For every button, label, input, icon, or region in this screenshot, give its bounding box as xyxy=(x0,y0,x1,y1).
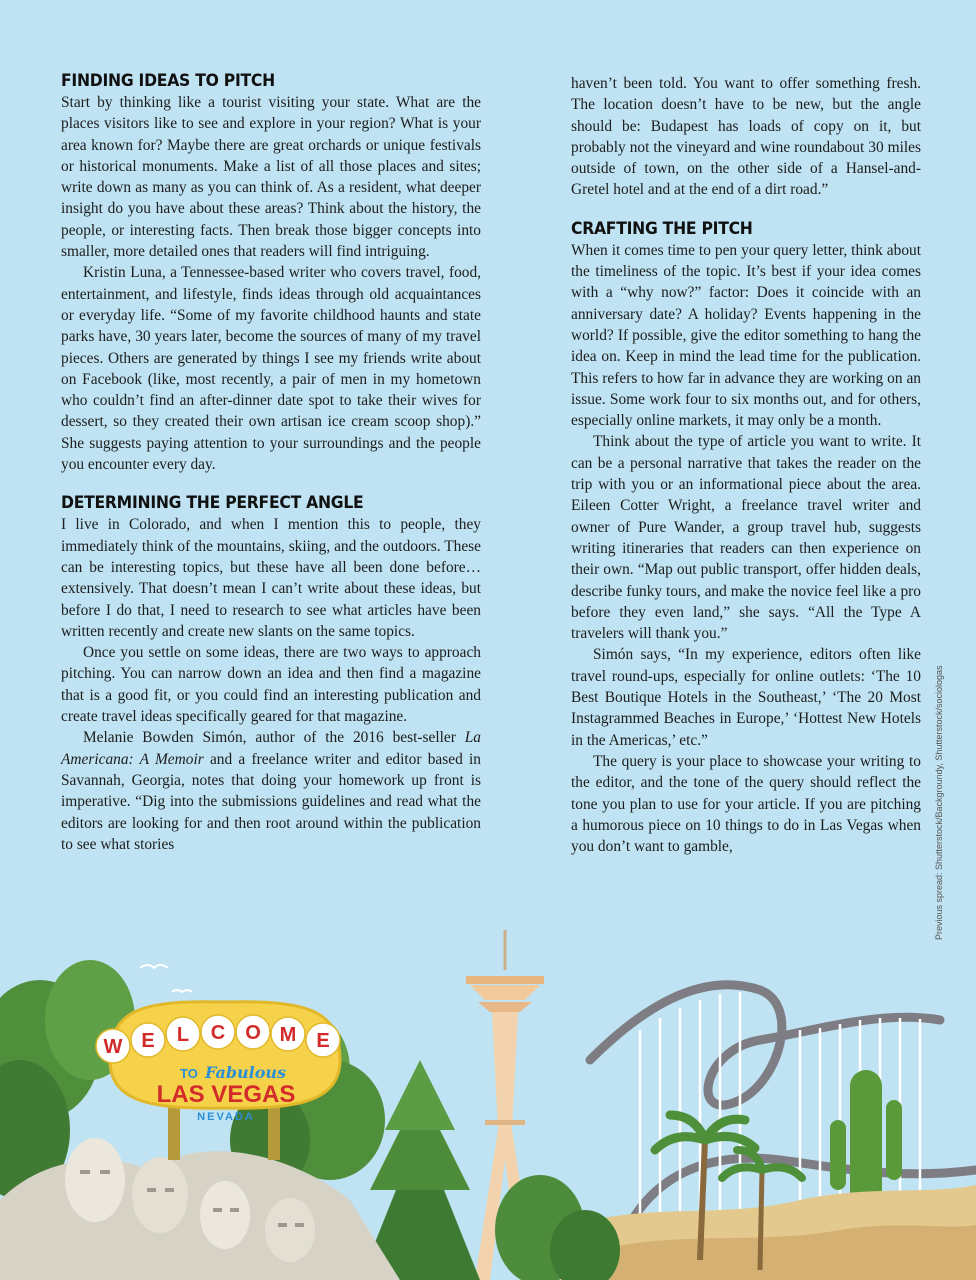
heading-crafting-pitch: CRAFTING THE PITCH xyxy=(571,218,753,239)
text-run: and a freelance writer and editor based in Savannah, Georgia, notes that doing your homework up front is imperative. “Dig into the submissions guidelines and read what the editors are looking for and then root around within the publication to see what stories xyxy=(61,750,481,853)
heading-finding-ideas: FINDING IDEAS TO PITCH xyxy=(61,71,275,91)
book-title: La Americana: A Memoir xyxy=(61,729,481,768)
paragraph: Simón says, “In my experience, editors often like travel round-ups, especially for online outlets: ‘The 10 Best Boutique Hotels in the Southeast,’ ‘The 20 Most Instagrammed Beaches in Europe,’ ‘Hottest New Hotels in the Americas,’ etc.” xyxy=(571,646,921,749)
svg-text:E: E xyxy=(316,1030,330,1052)
svg-text:W: W xyxy=(103,1036,123,1058)
svg-text:L: L xyxy=(176,1024,190,1046)
right-column xyxy=(571,73,921,857)
paragraph: Start by thinking like a tourist visiting your state. What are the places visitors like to see and explore in your region? What is your area known for? Maybe there are great orchards or unique festivals or historical monuments. Make a list of all those places and sites; write down as many as you can think of. As a resident, what deeper insight do you have about these areas? Think about the history, the people, or interesting facts. Then break those bigger concepts into smaller, more detailed ones that readers will find intriguing. xyxy=(61,94,481,261)
sign-state: NEVADA xyxy=(197,1111,255,1123)
sign-city: LAS VEGAS xyxy=(156,1081,296,1108)
travel-landmarks-illustration xyxy=(0,930,976,1280)
paragraph: Kristin Luna, a Tennessee-based writer who covers travel, food, entertainment, and lifestyle, finds ideas through old acquaintances or everyday life. “Some of my favorite childhood haunts and state parks have, 30 years later, become the sources of many of my travel pieces. Others are generated by things I see my friends write about on Facebook (like, most recently, a pair of men in my hometown who couldn’t find an after-dinner date spot to take their wives for dessert, so they created their own artisan ice cream scoop shop).” She suggests paying attention to your surroundings and the people you encounter every day. xyxy=(61,264,481,474)
sign-fabulous: Fabulous xyxy=(205,1063,287,1082)
left-column xyxy=(61,70,481,855)
paragraph: Think about the type of article you want to write. It can be a personal narrative that takes the reader on the trip with you or an informational piece about the area. Eileen Cotter Wright, a freelance travel writer and owner of Pure Wander, a group travel hub, suggests writing itineraries that readers can then experience on their own. “Map out public transport, offer hidden deals, describe funky tours, and make the novice feel like a pro before they even land,” she says. “All the Type A travelers will thank you.” xyxy=(571,433,921,643)
photo-credit: Previous spread: Shutterstock/Backgroundy, Shutterstock/sociologas xyxy=(934,665,944,940)
svg-text:O: O xyxy=(245,1022,261,1044)
bird-icon xyxy=(140,965,168,968)
paragraph: I live in Colorado, and when I mention this to people, they immediately think of the mountains, skiing, and the outdoors. These can be interesting topics, but these have all been done before…extensively. That doesn’t mean I can’t write about these ideas, but before I do that, I need to research to see what articles have been written recently and create new slants on the same topics. xyxy=(61,516,481,640)
heading-perfect-angle: DETERMINING THE PERFECT ANGLE xyxy=(61,493,364,514)
text-run: Melanie Bowden Simón, author of the 2016 best-seller xyxy=(83,729,465,747)
paragraph: haven’t been told. You want to offer something fresh. The location doesn’t have to be new, but the angle should be: Budapest has loads of copy on it, but probably not the vineyard and wine roundabout 30 miles outside of town, on the other side of a Hansel-and-Gretel hotel and at the end of a dirt road.” xyxy=(571,75,921,199)
paragraph: When it comes time to pen your query letter, think about the timeliness of the topic. It’s best if your idea comes with a “why now?” factor: Does it coincide with an anniversary date? A holiday? Events happening in the world? If possible, give the editor something to hang the idea on. Keep in mind the lead time for the publication. This refers to how far in advance they are working on an issue. Some work four to six months out, and for others, especially online markets, it may only be a month. xyxy=(571,241,921,430)
paragraph xyxy=(61,727,481,855)
svg-text:C: C xyxy=(210,1022,226,1044)
svg-text:M: M xyxy=(279,1024,297,1046)
paragraph: The query is your place to showcase your writing to the editor, and the tone of the query should reflect the tone you plan to use for your article. If you are pitching a humorous piece on 10 things to do in Las Vegas when you don’t want to gamble, xyxy=(571,752,921,856)
sign-to: TO xyxy=(180,1066,198,1081)
paragraph: Once you settle on some ideas, there are two ways to approach pitching. You can narrow down an idea and then find a magazine that is a good fit, or you could find an interesting publication and create travel ideas specifically geared for that magazine. xyxy=(61,644,481,726)
svg-text:E: E xyxy=(141,1030,155,1052)
bird-icon xyxy=(172,990,192,992)
